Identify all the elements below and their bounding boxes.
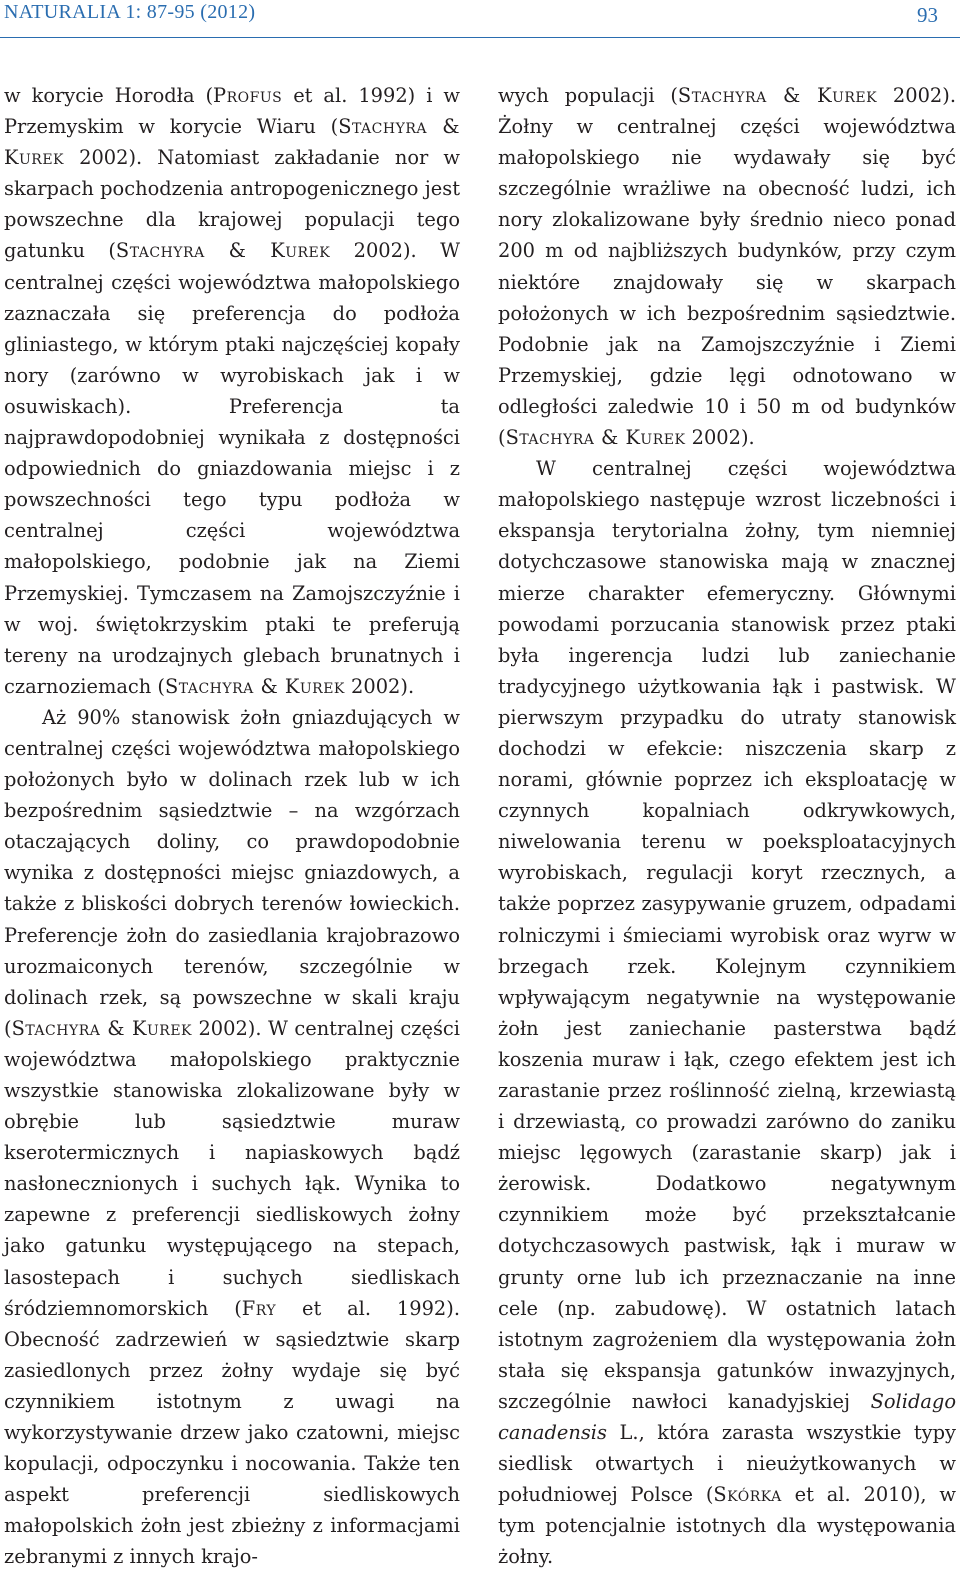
author-ref: Profus	[213, 84, 283, 107]
species-name: Solidago canadensis	[498, 1389, 956, 1445]
author-ref: Stachyra & Kurek	[115, 239, 331, 263]
header-rule	[0, 37, 960, 38]
author-ref: Stachyra & Kurek	[677, 84, 878, 107]
author-ref: Fry	[241, 1296, 277, 1320]
right-column	[498, 80, 956, 1573]
author-ref: Stachyra & Kurek	[165, 674, 345, 698]
page-number: 93	[917, 3, 938, 27]
author-ref: Stachyra & Kurek	[4, 115, 460, 170]
paragraph: W centralnej części województwa małopolskiego następuje wzrost liczebności i ekspansja terytorialna żołny, tym niemniej dotychczasowe stanowiska mają w znacznej mierze charakter efemeryczny. Głównymi powodami porzucania stanowisk przez ptaki była ingerencja ludzi lub zaniechanie tradycyjnego użytkowania łąk i pastwisk. W pierwszym przypadku do utraty stanowisk dochodzi w efekcie: niszczenia skarp z norami, głównie poprzez ich eksploatację w czynnych kopalniach odkrywkowych, niwelowania terenu w poeksploatacyjnych wyrobiskach, regulacji koryt rzecznych, a także poprzez zasypywanie gruzem, odpadami rolniczymi i śmieciami wyrobisk oraz wyrw w brzegach rzek. Kolejnym czynnikiem wpływającym negatywnie na występowanie żołn jest zaniechanie pasterstwa bądź koszenia muraw i łąk, czego efektem jest ich zarastanie przez roślinność zielną, krzewiastą i drzewiastą, co prowadzi zarówno do zaniku miejsc lęgowych (zarastanie skarp) jak i żerowisk. Dodatkowo negatywnym czynnikiem może być przekształcanie dotychczasowych pastwisk, łąk i muraw w grunty orne lub ich przeznaczanie na inne cele (np. zabudowę). W ostatnich latach istotnym zagrożeniem dla występowania żołn stała się ekspansja gatunków inwazyjnych, szczególnie nawłoci kanadyjskiej Solidago canadensis L., która zarasta wszystkie typy siedlisk otwartych i nieużytkowanych w południowej Polsce (Skórka et al. 2010), w tym potencjalnie istotnych dla występowania żołny.	[498, 457, 956, 1569]
paragraph: wych populacji (Stachyra & Kurek 2002). Żołny w centralnej części województwa małopolskiego nie wydawały się być szczególnie wrażliwe na obecność ludzi, ich nory zlokalizowane były średnio nieco ponad 200 m od najbliższych budynków, przy czym niektóre znajdowały się w skarpach położonych w ich bezpośrednim sąsiedztwie. Podobnie jak na Zamojszczyźnie i Ziemi Przemyskiej, gdzie lęgi odnotowano w odległości zaledwie 10 i 50 m od budynków (Stachyra & Kurek 2002).	[498, 84, 956, 450]
author-ref: Stachyra & Kurek	[505, 426, 686, 450]
left-column	[4, 80, 460, 1573]
author-ref: Skórka	[713, 1483, 782, 1507]
journal-citation: NATURALIA 1: 87-95 (2012)	[4, 1, 256, 23]
paragraph: Aż 90% stanowisk żołn gniazdujących w centralnej części województwa małopolskiego położonych było w dolinach rzek lub w ich bezpośrednim sąsiedztwie – na wzgórzach otaczających doliny, co prawdopodobnie wynika z dostępności miejsc gniazdowych, a także z bliskości dobrych terenów łowieckich. Preferencje żołn do zasiedlania krajobrazowo urozmaiconych terenów, szczególnie w dolinach rzek, są powszechne w skali kraju (Stachyra & Kurek 2002). W centralnej części województwa małopolskiego praktycznie wszystkie stanowiska zlokalizowane były w obrębie lub sąsiedztwie muraw kserotermicznych i napiaskowych bądź nasłonecznionych i suchych łąk. Wynika to zapewne z preferencji siedliskowych żołny jako gatunku występującego na stepach, lasostepach i suchych siedliskach śródziemnomorskich (Fry et al. 1992). Obecność zadrzewień w sąsiedztwie skarp zasiedlonych przez żołny wydaje się być czynnikiem istotnym z uwagi na wykorzystywanie drzew jako czatowni, miejsc kopulacji, odpoczynku i nocowania. Także ten aspekt preferencji siedliskowych małopolskich żołn jest zbieżny z informacjami zebranymi z innych krajo-	[4, 705, 460, 1569]
running-header	[0, 0, 960, 36]
author-ref: Stachyra & Kurek	[11, 1016, 193, 1040]
paragraph: w korycie Horodła (Profus et al. 1992) i w Przemyskim w korycie Wiaru (Stachyra & Kurek 2002). Natomiast zakładanie nor w skarpach pochodzenia antropogenicznego jest powszechne dla krajowej populacji tego gatunku (Stachyra & Kurek 2002). W centralnej części województwa małopolskiego zaznaczała się preferencja do podłoża gliniastego, w którym ptaki najczęściej kopały nory (zarówno w wyrobiskach jak i w osuwiskach). Preferencja ta najprawdopodobniej wynikała z dostępności odpowiednich do gniazdowania miejsc i z powszechności tego typu podłoża w centralnej części województwa małopolskiego, podobnie jak na Ziemi Przemyskiej. Tymczasem na Zamojszczyźnie i w woj. świętokrzyskim ptaki te preferują tereny na urodzajnych glebach brunatnych i czarnoziemach (Stachyra & Kurek 2002).	[4, 84, 460, 698]
